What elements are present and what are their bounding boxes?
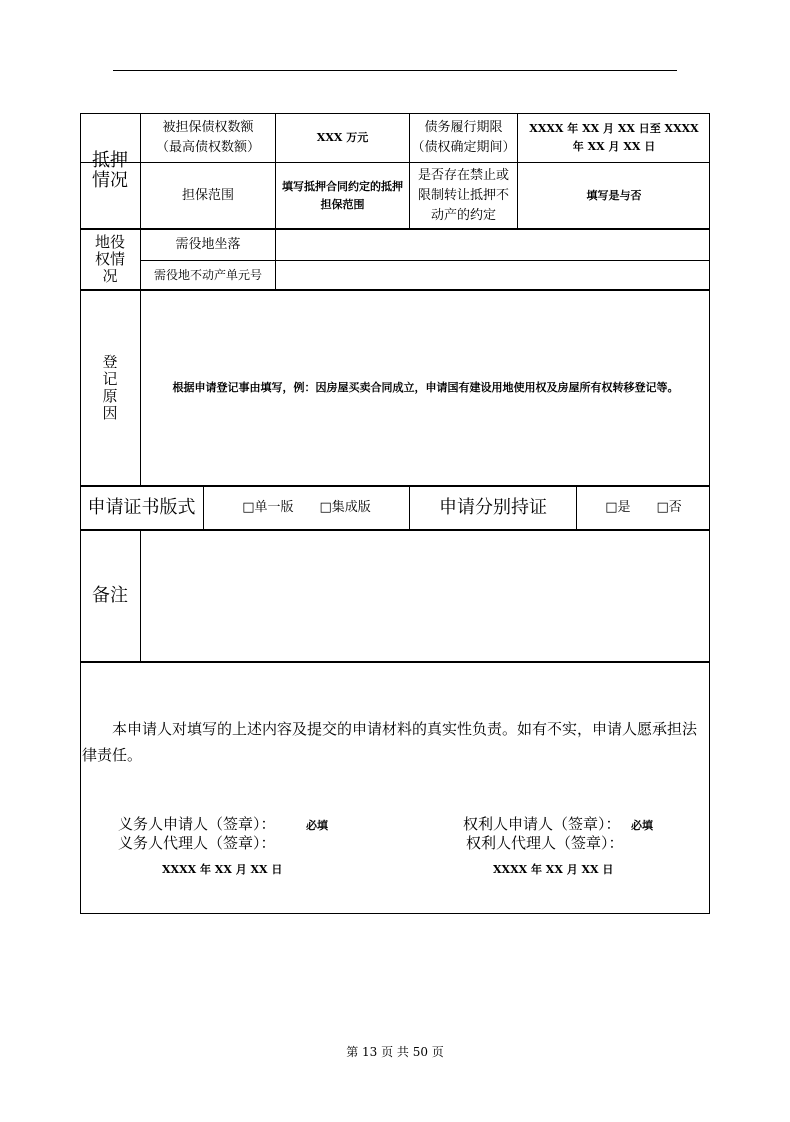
transfer-restriction-label: 是否存在禁止或限制转让抵押不动产的约定 <box>417 167 509 223</box>
remarks-field[interactable] <box>141 531 710 661</box>
option-integrated-version[interactable] <box>320 498 371 518</box>
dominant-land-unit-label: 需役地不动产单元号 <box>153 268 262 282</box>
obligee-date[interactable]: XXXX 年 XX 月 XX 日 <box>493 863 614 876</box>
checkbox-icon: □ <box>242 499 255 515</box>
dominant-land-location-field[interactable] <box>276 229 710 260</box>
option-label: 集成版 <box>331 499 371 515</box>
obligee-agent-label: 权利人代理人（签章）： <box>466 834 624 852</box>
option-no[interactable] <box>657 498 682 518</box>
checkbox-icon: □ <box>656 499 669 515</box>
obligor-applicant-label: 义务人申请人（签章）： <box>118 815 276 833</box>
separate-certificate-options <box>577 486 710 529</box>
obligor-agent-label: 义务人代理人（签章）： <box>118 834 276 852</box>
transfer-restriction-value[interactable]: 填写是与否 <box>586 188 642 202</box>
dominant-land-location-label: 需役地坐落 <box>175 236 241 252</box>
checkbox-icon: □ <box>319 499 332 515</box>
obligee-applicant-label: 权利人申请人（签章）： <box>463 815 621 833</box>
debt-period-label: 债务履行期限 （债权确定期间） <box>411 119 516 155</box>
declaration-text: 本申请人对填写的上述内容及提交的申请材料的真实性负责。如有不实，申请人愿承担法律责任。 <box>82 720 698 764</box>
obligor-applicant-signature[interactable]: 必填 <box>306 819 328 832</box>
option-label: 否 <box>668 499 682 515</box>
option-label: 单一版 <box>254 499 294 515</box>
secured-amount-value[interactable]: XXX 万元 <box>316 130 369 144</box>
page-number: 第 13 页 共 50 页 <box>346 1045 444 1059</box>
secured-amount-label: 被担保债权数额 （最高债权数额） <box>155 119 260 155</box>
obligor-date[interactable]: XXXX 年 XX 月 XX 日 <box>162 863 283 876</box>
option-yes[interactable] <box>605 498 630 518</box>
header-rule <box>113 70 677 71</box>
registration-reason-label: 登 记 原 因 <box>102 352 118 422</box>
remarks-label: 备注 <box>92 585 128 606</box>
guarantee-scope-value[interactable]: 填写抵押合同约定的抵押担保范围 <box>282 179 403 211</box>
option-single-version[interactable] <box>242 498 293 518</box>
certificate-format-options <box>204 486 409 529</box>
checkbox-icon: □ <box>605 499 618 515</box>
option-label: 是 <box>617 499 631 515</box>
dominant-land-unit-field[interactable] <box>276 261 710 289</box>
separate-certificate-label: 申请分别持证 <box>439 496 547 518</box>
obligee-applicant-signature[interactable]: 必填 <box>631 819 653 832</box>
certificate-format-label: 申请证书版式 <box>87 496 196 518</box>
registration-reason-value[interactable]: 根据申请登记事由填写，例：因房屋买卖合同成立，申请国有建设用地使用权及房屋所有权转移登记等。 <box>172 380 679 394</box>
debt-period-value[interactable]: XXXX 年 XX 月 XX 日至 XXXX 年 XX 月 XX 日 <box>529 121 699 153</box>
mortgage-section-label: 抵押 情况 <box>92 149 128 191</box>
easement-section-label: 地役 权情 况 <box>94 232 125 285</box>
row-divider <box>80 661 710 663</box>
guarantee-scope-label: 担保范围 <box>181 187 234 203</box>
